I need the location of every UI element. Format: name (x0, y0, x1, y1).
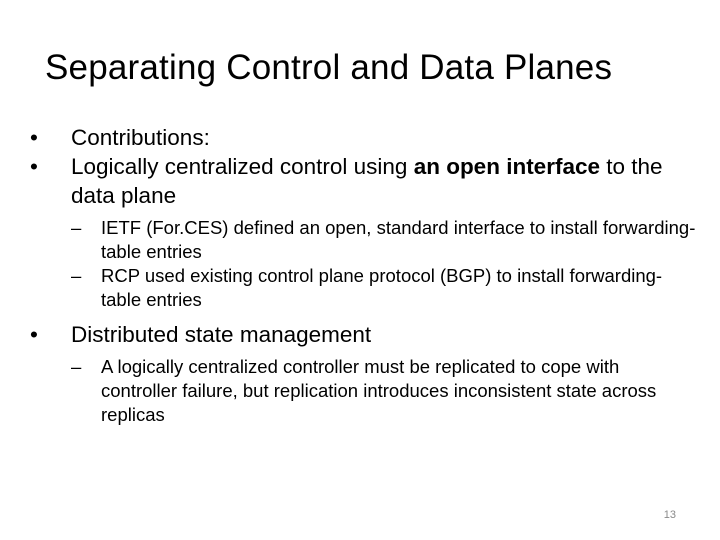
sub-bullet-text: RCP used existing control plane protocol (BGP) to install forwarding-table entries (101, 265, 663, 310)
page-number: 13 (663, 509, 676, 521)
sub-bullet-ietf (30, 216, 700, 264)
bullet-text-bold: an open interface (413, 154, 600, 179)
bullet-text-part: Logically centralized control using (71, 154, 414, 179)
dash-icon: – (71, 265, 82, 286)
dash-icon: – (71, 217, 82, 238)
bullet-icon: • (30, 322, 38, 347)
sub-bullet-text: A logically centralized controller must be replicated to cope with controller failure, but replication introduces inconsistent state across replicas (101, 356, 657, 425)
bullet-icon: • (30, 125, 38, 150)
bullet-contributions (30, 123, 700, 152)
bullet-icon: • (30, 154, 38, 179)
slide-title: Separating Control and Data Planes (45, 48, 613, 87)
sub-bullet-text: IETF (For.CES) defined an open, standard interface to install forwarding-table entries (101, 217, 696, 262)
sub-bullet-rcp (30, 264, 700, 312)
dash-icon: – (71, 356, 82, 377)
bullet-text-part: to the data plane (71, 154, 663, 208)
slide-body (30, 123, 700, 427)
bullet-text: Contributions: (71, 125, 210, 150)
bullet-distributed-state (30, 320, 700, 349)
bullet-centralized-control (30, 152, 700, 210)
bullet-text: Distributed state management (71, 322, 372, 347)
sub-bullet-replication (30, 355, 700, 427)
